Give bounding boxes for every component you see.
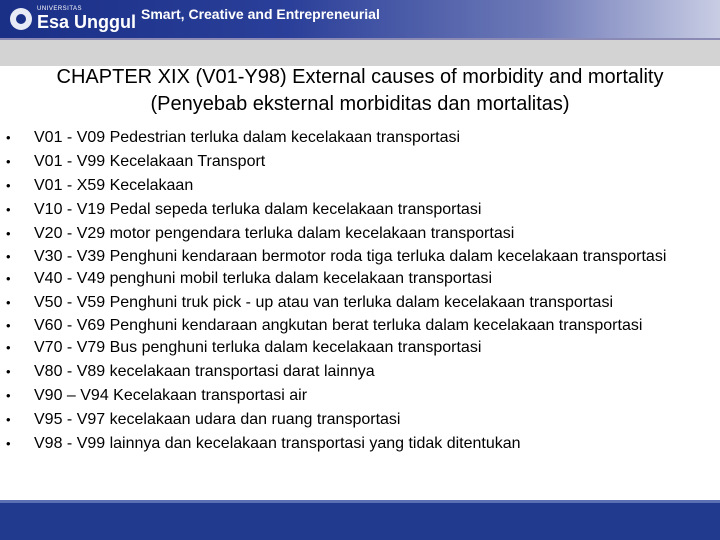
- bullet-icon: •: [6, 340, 11, 355]
- bullet-icon: •: [6, 178, 11, 193]
- bullet-icon: •: [6, 295, 11, 310]
- bullet-icon: •: [6, 202, 11, 217]
- bullet-icon: •: [6, 388, 11, 403]
- list-item: • V10 - V19 Pedal sepeda terluka dalam kecelakaan transportasi: [0, 198, 720, 222]
- list-item: • V60 - V69 Penghuni kendaraan angkutan berat terluka dalam kecelakaan transportasi: [6, 317, 643, 334]
- bullet-list: [0, 126, 720, 456]
- tagline: Smart, Creative and Entrepreneurial: [141, 6, 380, 22]
- list-item: • V01 - V09 Pedestrian terluka dalam kecelakaan transportasi: [0, 126, 720, 150]
- university-logo: [10, 5, 136, 33]
- bullet-icon: •: [6, 226, 11, 241]
- slide-title: CHAPTER XIX (V01-Y98) External causes of morbidity and mortality (Penyebab eksternal morbiditas dan mortalitas): [56, 66, 664, 115]
- logo-small-text: UNIVERSITAS: [37, 6, 83, 12]
- list-item: • V98 - V99 lainnya dan kecelakaan transportasi yang tidak ditentukan: [0, 432, 720, 456]
- list-item: • V30 - V39 Penghuni kendaraan bermotor roda tiga terluka dalam kecelakaan transportasi: [6, 248, 667, 265]
- bullet-icon: •: [6, 271, 11, 286]
- list-item: • V20 - V29 motor pengendara terluka dalam kecelakaan transportasi: [0, 222, 720, 246]
- bullet-icon: •: [6, 364, 11, 379]
- bullet-icon: •: [6, 130, 11, 145]
- list-item: • V90 – V94 Kecelakaan transportasi air: [0, 384, 720, 408]
- list-item: • V70 - V79 Bus penghuni terluka dalam kecelakaan transportasi: [0, 336, 720, 360]
- list-item: • V01 - V99 Kecelakaan Transport: [0, 150, 720, 174]
- bullet-icon: •: [6, 436, 11, 451]
- bullet-icon: •: [6, 318, 11, 333]
- bullet-icon: •: [6, 249, 11, 264]
- list-item: • V40 - V49 penghuni mobil terluka dalam kecelakaan transportasi: [0, 267, 720, 291]
- logo-emblem-icon: [10, 8, 32, 30]
- bullet-icon: •: [6, 154, 11, 169]
- logo-name: Esa Unggul: [37, 11, 137, 32]
- list-item: • V01 - X59 Kecelakaan: [0, 174, 720, 198]
- list-item: • V80 - V89 kecelakaan transportasi darat lainnya: [0, 360, 720, 384]
- header-bar: [0, 0, 720, 38]
- footer-bar: [0, 503, 720, 540]
- list-item: • V95 - V97 kecelakaan udara dan ruang transportasi: [0, 408, 720, 432]
- header-band: [0, 40, 720, 66]
- list-item: • V50 - V59 Penghuni truk pick - up atau van terluka dalam kecelakaan transportasi: [0, 291, 720, 315]
- bullet-icon: •: [6, 412, 11, 427]
